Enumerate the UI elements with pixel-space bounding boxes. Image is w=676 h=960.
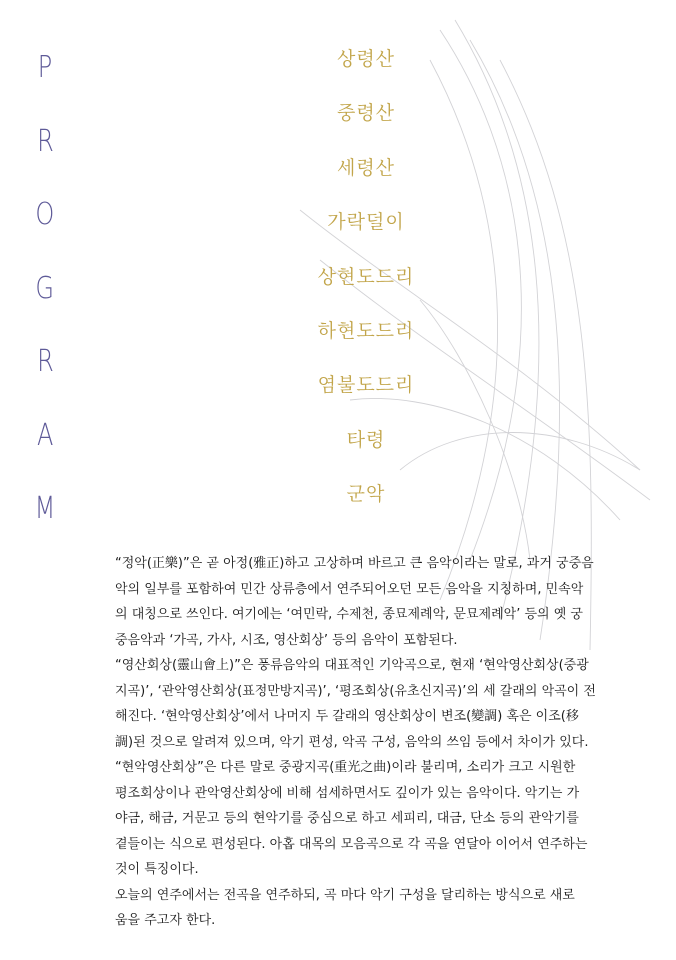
title-letter: P bbox=[37, 50, 53, 85]
text-line: “영산회상(靈山會上)”은 풍류음악의 대표적인 기악곡으로, 현재 ‘현악영산회상(중광 bbox=[115, 658, 589, 673]
text-line: “현악영산회상”은 다른 말로 중광지곡(重光之曲)이라 불리며, 소리가 크고 시원한 bbox=[115, 760, 576, 775]
text-line: 해진다. ‘현악영산회상’에서 나머지 두 갈래의 영산회상이 변조(變調) 혹은 이조(移 bbox=[115, 709, 579, 724]
text-line: 야금, 해금, 거문고 등의 현악기를 중심으로 하고 세피리, 대금, 단소 등의 관악기를 bbox=[115, 811, 579, 826]
text-line: 평조회상이나 관악영산회상에 비해 섬세하면서도 깊이가 있는 음악이다. 악기는 가 bbox=[115, 785, 580, 801]
text-line: 오늘의 연주에서는 전곡을 연주하되, 곡 마다 악기 구성을 달리하는 방식으로 새로 bbox=[115, 887, 575, 903]
text-line: 의 대칭으로 쓰인다. 여기에는 ‘여민락, 수제천, 종묘제례악, 문묘제례악’ 등의 옛 궁 bbox=[115, 607, 583, 622]
program-item: 상령산 bbox=[336, 48, 396, 70]
text-line: 곁들이는 식으로 편성된다. 아홉 대목의 모음곡으로 각 곡을 연달아 이어서 연주하는 bbox=[115, 836, 588, 852]
program-item: 상현도드리 bbox=[317, 265, 415, 288]
program-list bbox=[236, 46, 496, 536]
title-letter: R bbox=[36, 344, 54, 379]
text-line: 調)된 것으로 알려져 있으며, 악기 편성, 악곡 구성, 음악의 쓰임 등에서 차이가 있다. bbox=[115, 734, 589, 750]
title-letter: M bbox=[34, 491, 56, 526]
program-item: 군악 bbox=[346, 483, 386, 506]
program-item: 타령 bbox=[346, 428, 386, 451]
program-item: 염불도드리 bbox=[317, 374, 415, 397]
side-title-program bbox=[30, 50, 60, 565]
program-item: 하현도드리 bbox=[317, 319, 415, 342]
title-letter: G bbox=[35, 270, 55, 306]
program-item: 가락덜이 bbox=[327, 211, 405, 234]
program-item: 중령산 bbox=[336, 102, 396, 125]
text-line: 움을 주고자 한다. bbox=[115, 913, 216, 928]
text-line: “정악(正樂)”은 곧 아정(雅正)하고 고상하며 바르고 큰 음악이라는 말로, 과거 궁중음 bbox=[115, 556, 594, 571]
text-line: 악의 일부를 포함하여 민간 상류층에서 연주되어오던 모든 음악을 지칭하며, 민속악 bbox=[115, 581, 584, 597]
title-letter: R bbox=[36, 123, 54, 159]
text-line: 것이 특징이다. bbox=[115, 862, 199, 877]
text-line: 지곡)’, ‘관악영산회상(표정만방지곡)’, ‘평조회상(유초신지곡)’의 세 갈래의 악곡이 전 bbox=[115, 683, 596, 699]
title-letter: O bbox=[35, 197, 55, 232]
title-letter: A bbox=[36, 417, 54, 453]
description-text bbox=[115, 551, 641, 934]
text-line: 중음악과 ‘가곡, 가사, 시조, 영산회상’ 등의 음악이 포함된다. bbox=[115, 632, 458, 648]
program-item: 세령산 bbox=[336, 156, 396, 179]
